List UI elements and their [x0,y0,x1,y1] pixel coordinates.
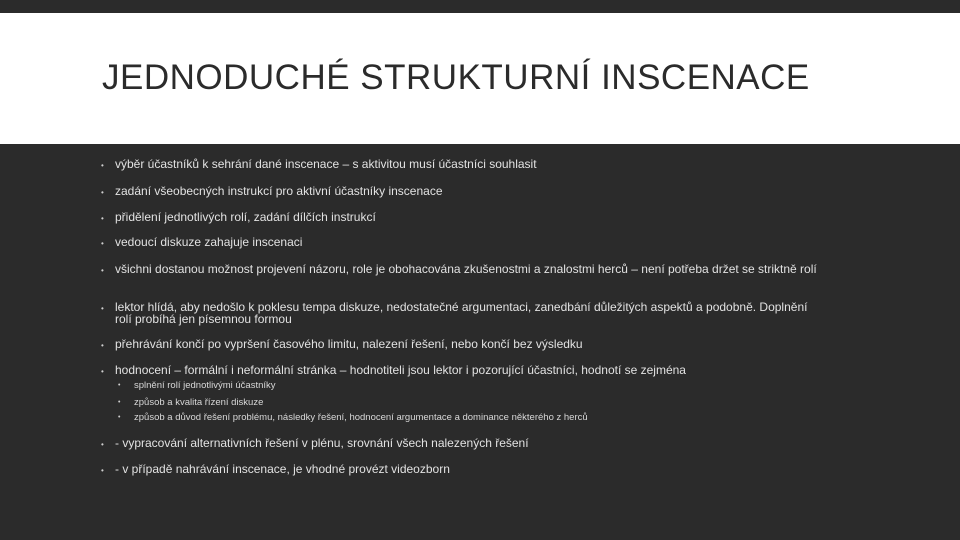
bullet-item [101,262,864,276]
bullet-text: zadání všeobecných instrukcí pro aktivní účastníky inscenace [115,184,443,198]
bullet-text: hodnocení – formální i neformální stránka – hodnotiteli jsou lektor i pozorující účastníci, hodnotí se zejména [115,363,686,377]
bullet-item [101,210,376,224]
bullet-item [101,462,450,476]
bullet-text: - v případě nahrávání inscenace, je vhodné provézt videozborn [115,462,450,476]
sub-bullet-item [120,380,276,391]
bullet-item [101,235,303,249]
bullet-item [101,184,443,198]
bullet-icon: • [101,266,104,275]
sub-bullet-icon: • [118,399,121,406]
bullet-text: všichni dostanou možnost projevení názoru, role je obohacována zkušenostmi a znalostmi herců – není potřeba držet se striktně rolí [115,262,817,276]
slide-title: JEDNODUCHÉ STRUKTURNÍ INSCENACE [102,58,810,97]
bullet-item [101,436,529,450]
sub-bullet-item [120,397,263,408]
bullet-text: lektor hlídá, aby nedošlo k poklesu tempa diskuze, nedostatečné argumentaci, zanedbání důležitých aspektů a podobně. Doplnění rolí probíhá jen písemnou formou [115,300,808,326]
bullet-icon: • [101,161,104,170]
bullet-icon: • [101,341,104,350]
bullet-icon: • [101,367,104,376]
bullet-icon: • [101,188,104,197]
bullet-icon: • [101,304,104,313]
bullet-text: výběr účastníků k sehrání dané inscenace – s aktivitou musí účastníci souhlasit [115,157,537,171]
bullet-text: - vypracování alternativních řešení v plénu, srovnání všech nalezených řešení [115,436,529,450]
bullet-icon: • [101,239,104,248]
bullet-icon: • [101,466,104,475]
bullet-text: vedoucí diskuze zahajuje inscenaci [115,235,303,249]
sub-bullet-text: splnění rolí jednotlivými účastníky [134,380,276,391]
sub-bullet-icon: • [118,382,121,389]
sub-bullet-item [120,412,588,423]
bullet-item [101,363,864,377]
bullet-item [101,300,824,326]
bullet-item [101,337,583,351]
bullet-icon: • [101,214,104,223]
bullet-icon: • [101,440,104,449]
sub-bullet-text: způsob a důvod řešení problému, následky řešení, hodnocení argumentace a dominance některého z herců [134,412,588,423]
bullet-text: přehrávání končí po vypršení časového limitu, nalezení řešení, nebo končí bez výsledku [115,337,583,351]
sub-bullet-icon: • [118,414,121,421]
sub-bullet-text: způsob a kvalita řízení diskuze [134,397,264,408]
bullet-text: přidělení jednotlivých rolí, zadání dílčích instrukcí [115,210,376,224]
bullet-item [101,157,537,171]
